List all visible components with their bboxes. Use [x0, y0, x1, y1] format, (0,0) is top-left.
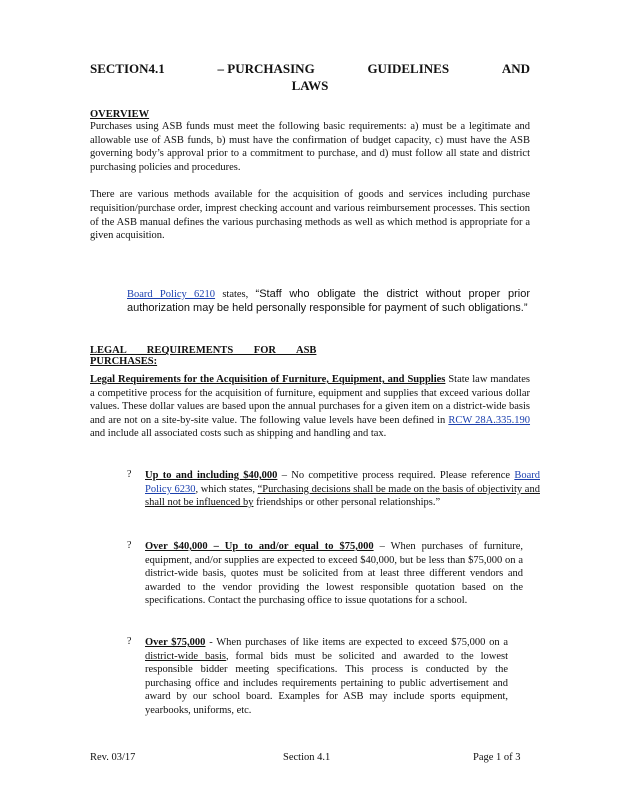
bullet-item-3: [145, 636, 508, 718]
bullet-1-quote: “Purchasing decisions shall be made on the basis of objectivity and shall not be influenced by: [145, 483, 540, 509]
page-title: [90, 60, 530, 94]
bullet-1-text-c: friendships or other personal relationships.”: [253, 497, 441, 509]
legal-heading: LEGAL REQUIREMENTS FOR ASB PURCHASES:: [90, 345, 317, 367]
rcw-link[interactable]: RCW 28A.335.190: [448, 414, 531, 426]
title-part: – PURCHASING: [217, 61, 315, 76]
quote-lead: states,: [215, 289, 256, 300]
footer-section: Section 4.1: [283, 752, 331, 763]
bullet-1-label: Up to and including $40,000: [145, 470, 278, 481]
quote-text: “Staff who obligate the district without proper prior authorization may be held personally responsible for payment of such obligations.”: [127, 288, 531, 314]
board-policy-6230-link[interactable]: Board Policy 6230: [145, 470, 540, 495]
bullet-3-label: Over $75,000: [145, 637, 206, 648]
legal-text-a: State law mandates a competitive process for the acquisition of furniture, equipment and supplies that exceed various dollar values. These dollar values are based upon the annual purchases for a given item on a district-wide basis and are not on a site-by-site value. The following value levels have been defined in: [90, 374, 530, 426]
bullet-2-label: Over $40,000 – Up to and/or equal to $75,000: [145, 541, 374, 552]
title-part: SECTION4.1: [90, 61, 165, 76]
overview-section: [90, 109, 530, 243]
overview-heading: OVERVIEW: [90, 109, 150, 120]
bullet-icon: ?: [127, 469, 132, 480]
bullet-3-text-a: - When purchases of like items are expected to exceed $75,000 on a: [205, 637, 508, 648]
bullet-1-text-b: , which states,: [195, 483, 258, 495]
board-policy-6210-link[interactable]: Board Policy 6210: [127, 289, 216, 300]
bullet-icon: ?: [127, 540, 132, 551]
legal-text-b: and include all associated costs such as shipping and handling and tax.: [90, 428, 387, 440]
bullet-2-text: – When purchases of furniture, equipment, and/or supplies are expected to exceed $40,000, but be less than $75,000 on a district-wide basis, quotes must be solicited from at least three different vendors and awarded to the vendor providing the lowest responsible quotation based on the specifications. Contact the purchasing office to issue quotations for a school.: [145, 541, 523, 607]
title-part: GUIDELINES: [367, 61, 450, 76]
title-line-2: LAWS: [291, 78, 329, 93]
bullet-1-text-a: – No competitive process required. Please reference: [277, 470, 515, 481]
bullet-3-text-b: , formal bids must be solicited and awarded to the lowest responsible bidder meeting specifications. This process is conducted by the purchasing office and includes requirements pertaining to public advertisement and award by our school board. Examples for ASB may include sports equipment, yearbooks, uniforms, etc.: [145, 650, 508, 716]
bullet-icon: ?: [127, 636, 132, 647]
bullet-item-2: [145, 540, 523, 608]
bullet-item-1: [145, 469, 540, 510]
board-policy-quote: [127, 288, 530, 315]
overview-paragraph-2: There are various methods available for the acquisition of goods and services including purchase requisition/purchase order, imprest checking account and various reimbursement processes. This section of the ASB manual defines the various purchasing methods as well as which method is appropriate for a given acquisition.: [90, 189, 530, 242]
title-part: AND: [501, 61, 530, 76]
footer-page-number: Page 1 of 3: [473, 752, 521, 763]
bullet-3-underlined: district-wide basis: [145, 650, 226, 662]
legal-subheading: Legal Requirements for the Acquisition of Furniture, Equipment, and Supplies: [90, 374, 446, 385]
footer-revision: Rev. 03/17: [90, 752, 136, 763]
legal-section: [90, 373, 530, 441]
overview-paragraph-1: Purchases using ASB funds must meet the following basic requirements: a) must be a legitimate and allowable use of ASB funds, b) must have the confirmation of budget capacity, c) must have the ASB governing body’s approval prior to a commitment to purchase, and d) must follow all state and district purchasing policies and procedures.: [90, 121, 530, 173]
